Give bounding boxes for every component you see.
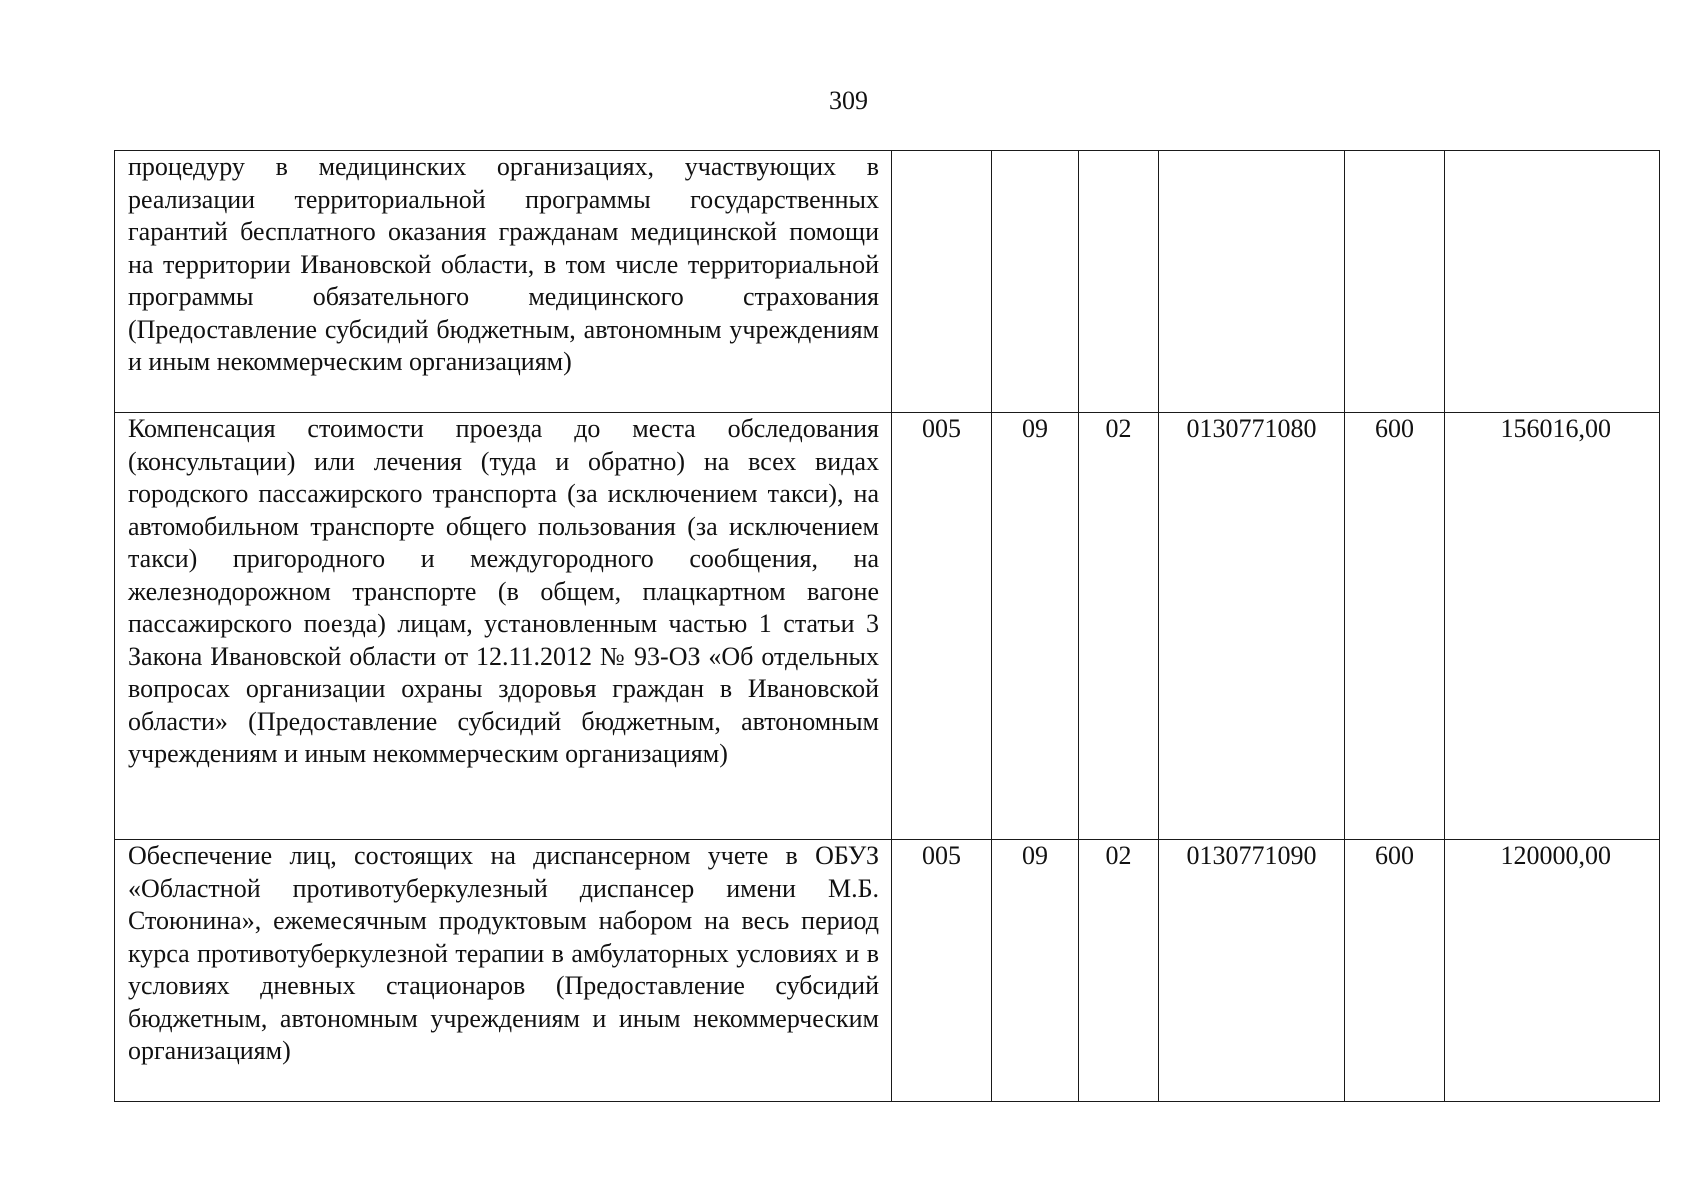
section-code: 09: [992, 840, 1079, 1102]
amount: [1445, 151, 1660, 413]
section-code: 09: [992, 413, 1079, 840]
page-number: 309: [829, 86, 868, 115]
expense-description: Обеспечение лиц, состоящих на диспансерном учете в ОБУЗ «Областной противотуберкулезный диспансер имени М.Б. Стоюнина», ежемесячным продуктовым набором на весь период курса противотуберкулезной терапии в амбулаторных условиях и в условиях дневных стационаров (Предоставление субсидий бюджетным, автономным учреждениям и иным некоммерческим организациям): [115, 840, 892, 1102]
expense-type-code: 600: [1345, 840, 1445, 1102]
expense-type-code: 600: [1345, 413, 1445, 840]
table-row: [115, 151, 1660, 413]
table-row: [115, 840, 1660, 1102]
budget-table: [114, 150, 1660, 1102]
ministry-code: 005: [892, 840, 992, 1102]
subsection-code: [1079, 151, 1159, 413]
target-article-code: 0130771090: [1159, 840, 1345, 1102]
subsection-code: 02: [1079, 413, 1159, 840]
subsection-code: 02: [1079, 840, 1159, 1102]
ministry-code: [892, 151, 992, 413]
amount: 120000,00: [1445, 840, 1660, 1102]
expense-description: процедуру в медицинских организациях, участвующих в реализации территориальной программы государственных гарантий бесплатного оказания гражданам медицинской помощи на территории Ивановской области, в том числе территориальной программы обязательного медицинского страхования (Предоставление субсидий бюджетным, автономным учреждениям и иным некоммерческим организациям): [115, 151, 892, 413]
amount: 156016,00: [1445, 413, 1660, 840]
table-row: [115, 413, 1660, 840]
target-article-code: 0130771080: [1159, 413, 1345, 840]
section-code: [992, 151, 1079, 413]
ministry-code: 005: [892, 413, 992, 840]
expense-description: Компенсация стоимости проезда до места обследования (консультации) или лечения (туда и обратно) на всех видах городского пассажирского транспорта (за исключением такси), на автомобильном транспорте общего пользования (за исключением такси) пригородного и междугородного сообщения, на железнодорожном транспорте (в общем, плацкартном вагоне пассажирского поезда) лицам, установленным частью 1 статьи 3 Закона Ивановской области от 12.11.2012 № 93-ОЗ «Об отдельных вопросах организации охраны здоровья граждан в Ивановской области» (Предоставление субсидий бюджетным, автономным учреждениям и иным некоммерческим организациям): [115, 413, 892, 840]
target-article-code: [1159, 151, 1345, 413]
expense-type-code: [1345, 151, 1445, 413]
